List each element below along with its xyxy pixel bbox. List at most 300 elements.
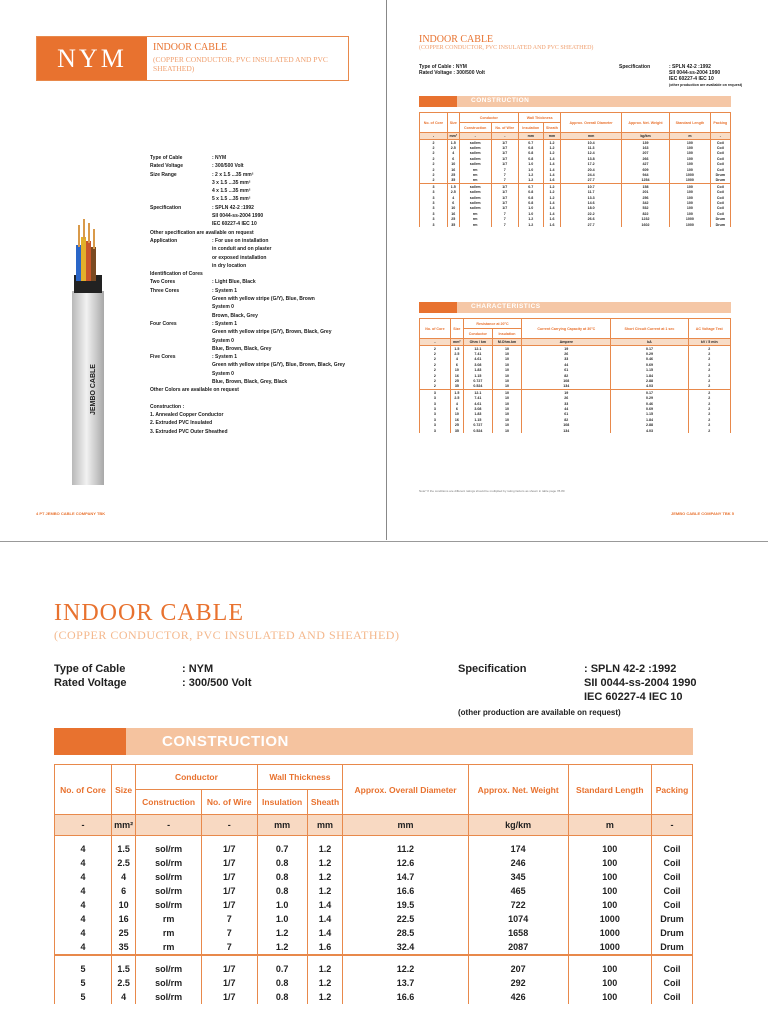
zoom-subtitle: (COPPER CONDUCTOR, PVC INSULATED AND SHEATHED) bbox=[54, 628, 400, 642]
spec-key: Other Colors are available on request bbox=[150, 387, 239, 394]
table-cell: sol/rm bbox=[459, 156, 491, 161]
table-cell: rm bbox=[459, 178, 491, 184]
table-cell: Coil bbox=[710, 211, 730, 216]
table-cell: 139 bbox=[621, 140, 669, 146]
table-cell: 18.0 bbox=[561, 206, 621, 211]
spec-value: : For use on installation bbox=[212, 237, 269, 244]
right-spec-label: Specification bbox=[619, 64, 651, 70]
header-cell: Size bbox=[447, 113, 459, 133]
table-cell: Coil bbox=[710, 140, 730, 146]
table-cell: 44 bbox=[522, 362, 611, 367]
unit-cell: kA bbox=[611, 339, 688, 346]
header-cell: Wall Thickness bbox=[257, 765, 343, 790]
table-cell: 1.4 bbox=[543, 200, 561, 205]
table-cell: 1.6 bbox=[307, 940, 343, 955]
bar-accent bbox=[419, 302, 457, 313]
table-cell: 4 bbox=[447, 195, 459, 200]
table-cell: 10 bbox=[492, 378, 521, 383]
unit-cell: Ampere bbox=[522, 339, 611, 346]
table-cell: 4 bbox=[55, 884, 112, 898]
table-cell: 1000 bbox=[670, 216, 710, 221]
unit-cell: - bbox=[459, 133, 491, 140]
table-cell: 32.4 bbox=[343, 940, 468, 955]
spec-key: Other specification are available on request bbox=[150, 229, 254, 236]
table-cell: 33 bbox=[522, 401, 611, 406]
spec-row bbox=[150, 295, 380, 303]
table-cell: 82 bbox=[522, 373, 611, 378]
table-cell: 4 bbox=[55, 940, 112, 955]
table-cell: 10 bbox=[450, 368, 463, 373]
table-cell: Coil bbox=[710, 167, 730, 172]
zoom-spec-label: Specification bbox=[458, 663, 527, 675]
header-cell: Sheath bbox=[307, 790, 343, 815]
table-cell: 3 bbox=[420, 412, 451, 417]
table-cell: Coil bbox=[652, 884, 693, 898]
spec-key bbox=[150, 395, 212, 403]
table-cell: 3 bbox=[420, 211, 448, 216]
unit-cell: m bbox=[670, 133, 710, 140]
spec-key bbox=[150, 179, 212, 187]
table-cell: 10 bbox=[492, 362, 521, 367]
table-cell: 207 bbox=[621, 151, 669, 156]
table-cell: 2 bbox=[688, 396, 730, 401]
spec-row bbox=[150, 237, 380, 245]
table-cell: 2 bbox=[420, 384, 451, 390]
spec-value-3: IEC 60227-4 IEC 10 bbox=[584, 691, 683, 703]
table-cell: Coil bbox=[710, 200, 730, 205]
table-cell: 16.6 bbox=[343, 990, 468, 1004]
unit-cell: mm bbox=[257, 815, 307, 836]
table-cell: 2 bbox=[688, 390, 730, 396]
spec-value: System 0 bbox=[212, 304, 234, 311]
header-cell: Insulation bbox=[492, 329, 521, 339]
header-cell: Conductor bbox=[136, 765, 257, 790]
table-cell: 22.5 bbox=[343, 912, 468, 926]
table-cell: 2087 bbox=[468, 940, 568, 955]
table-cell: 174 bbox=[468, 836, 568, 857]
spec-key bbox=[150, 337, 212, 345]
table-cell: 61 bbox=[522, 368, 611, 373]
spec-value bbox=[212, 403, 380, 411]
table-cell: 10 bbox=[492, 368, 521, 373]
table-cell: 1.4 bbox=[543, 162, 561, 167]
left-page bbox=[0, 0, 387, 540]
header-cell: No. of Core bbox=[55, 765, 112, 815]
spec-value: 4 x 1.5 ...35 mm² bbox=[212, 188, 251, 195]
table-cell: 2 bbox=[420, 378, 451, 383]
table-cell: 3 bbox=[420, 190, 448, 195]
table-cell: Coil bbox=[652, 836, 693, 857]
table-cell: Drum bbox=[710, 216, 730, 221]
left-footer: 4 PT JEMBO CABLE COMPANY TBK bbox=[36, 511, 106, 516]
header-cell: Resistance at 20°C bbox=[463, 319, 521, 329]
header-cell: Short Circuit Current at 1 sec bbox=[611, 319, 688, 339]
table-cell: sol/rm bbox=[136, 884, 202, 898]
table-cell: 134 bbox=[522, 428, 611, 433]
table-cell: rm bbox=[459, 167, 491, 172]
table-cell: 1.2 bbox=[543, 195, 561, 200]
table-cell: 4.61 bbox=[463, 401, 492, 406]
table-cell: 1.2 bbox=[307, 870, 343, 884]
spec-value-1: : SPLN 42-2 :1992 bbox=[584, 663, 677, 675]
spec-row bbox=[150, 411, 380, 419]
table-cell: 13.3 bbox=[561, 195, 621, 200]
spec-line-1: : SPLN 42-2 :1992 bbox=[669, 64, 711, 70]
table-cell: 2.5 bbox=[111, 976, 135, 990]
table-cell: 2 bbox=[688, 401, 730, 406]
table-cell: 2 bbox=[688, 368, 730, 373]
table-cell: 342 bbox=[621, 200, 669, 205]
table-cell: 11.3 bbox=[561, 145, 621, 150]
characteristics-table bbox=[419, 318, 731, 433]
product-badge: NYM bbox=[37, 37, 147, 80]
table-cell: 1/7 bbox=[491, 156, 518, 161]
table-cell: 35 bbox=[447, 178, 459, 184]
table-cell: 10 bbox=[492, 417, 521, 422]
table-cell: 2 bbox=[420, 357, 451, 362]
spec-value: : System 1 bbox=[212, 354, 238, 361]
spec-row bbox=[150, 303, 380, 311]
table-cell: 10 bbox=[492, 401, 521, 406]
table-cell: 35 bbox=[111, 940, 135, 955]
table-cell: 163 bbox=[621, 145, 669, 150]
spec-row bbox=[150, 419, 380, 427]
product-header bbox=[36, 36, 349, 81]
spec-value: or exposed installation bbox=[212, 254, 267, 261]
table-cell: 1.15 bbox=[611, 412, 688, 417]
table-cell: 1.15 bbox=[611, 368, 688, 373]
right-subtitle: (COPPER CONDUCTOR, PVC INSULATED AND PVC SHEATHED) bbox=[419, 45, 594, 51]
table-cell: 12.1 bbox=[463, 346, 492, 352]
spec-value: : System 1 bbox=[212, 287, 238, 294]
table-cell: 6 bbox=[450, 362, 463, 367]
spec-key: Four Cores bbox=[150, 320, 177, 327]
table-cell: 100 bbox=[670, 145, 710, 150]
table-cell: 4 bbox=[55, 912, 112, 926]
table-cell: 3 bbox=[420, 417, 451, 422]
voltage-line: Rated Voltage : 300/500 Volt bbox=[419, 70, 485, 76]
table-cell: 1.2 bbox=[307, 976, 343, 990]
header-cell: Standard Length bbox=[670, 113, 710, 133]
table-cell: 2 bbox=[420, 172, 448, 177]
table-cell: 2 bbox=[420, 145, 448, 150]
table-cell: rm bbox=[459, 216, 491, 221]
table-cell: 0.7 bbox=[518, 184, 543, 190]
spec-value: System 0 bbox=[212, 370, 234, 377]
table-cell: 0.17 bbox=[611, 390, 688, 396]
table-cell: 1.4 bbox=[307, 912, 343, 926]
table-cell: 2 bbox=[420, 178, 448, 184]
table-cell: 1/7 bbox=[201, 955, 257, 976]
spec-key: 1. Annealed Copper Conductor bbox=[150, 411, 224, 418]
table-cell: 1.5 bbox=[447, 184, 459, 190]
spec-line-note: (other production are available on request) bbox=[669, 83, 743, 87]
table-cell: 1/7 bbox=[201, 856, 257, 870]
table-cell: 0.8 bbox=[518, 145, 543, 150]
table-cell: 4 bbox=[111, 870, 135, 884]
table-cell: 35 bbox=[447, 222, 459, 227]
spec-line-2: SII 0044-ss-2004 1990 bbox=[669, 70, 721, 76]
product-title: INDOOR CABLE bbox=[153, 42, 228, 53]
table-cell: 1.4 bbox=[543, 211, 561, 216]
spec-key bbox=[150, 254, 212, 262]
voltage-label: Rated Voltage bbox=[54, 677, 127, 689]
header-cell: Insulation bbox=[518, 123, 543, 133]
table-cell: 1074 bbox=[468, 912, 568, 926]
table-cell: 17.2 bbox=[561, 162, 621, 167]
table-cell: 1000 bbox=[568, 926, 651, 940]
spec-key: Three Cores bbox=[150, 287, 180, 294]
table-cell: 19.5 bbox=[343, 898, 468, 912]
table-cell: 100 bbox=[670, 140, 710, 146]
right-meta-right bbox=[669, 64, 742, 88]
table-cell: 26 bbox=[522, 396, 611, 401]
header-cell: Conductor bbox=[459, 113, 518, 123]
unit-cell: - bbox=[420, 133, 448, 140]
table-cell: 1.0 bbox=[257, 912, 307, 926]
table-cell: Coil bbox=[710, 184, 730, 190]
spec-key: Application bbox=[150, 237, 178, 244]
table-cell: 0.8 bbox=[257, 884, 307, 898]
header-row bbox=[420, 113, 731, 123]
cable-illustration bbox=[64, 215, 110, 485]
table-cell: 3 bbox=[420, 222, 448, 227]
table-cell: 10 bbox=[492, 428, 521, 433]
spec-row bbox=[150, 204, 380, 212]
table-cell: 4 bbox=[55, 856, 112, 870]
voltage-value: : 300/500 Volt bbox=[182, 677, 252, 689]
table-cell: Drum bbox=[710, 172, 730, 177]
spec-key bbox=[150, 361, 212, 369]
table-cell: 7 bbox=[201, 912, 257, 926]
unit-cell: - bbox=[201, 815, 257, 836]
table-cell: 246 bbox=[468, 856, 568, 870]
spec-row bbox=[150, 278, 380, 286]
table-cell: 100 bbox=[568, 898, 651, 912]
unit-cell: mm bbox=[518, 133, 543, 140]
table-row bbox=[55, 990, 693, 1004]
zoom-spec-note: (other production are available on request) bbox=[458, 708, 621, 717]
table-cell: 345 bbox=[468, 870, 568, 884]
table-cell: 2 bbox=[688, 417, 730, 422]
zoom-spec-values bbox=[584, 662, 697, 704]
table-cell: 10 bbox=[447, 162, 459, 167]
right-footer: JEMBO CABLE COMPANY TBK 5 bbox=[671, 511, 734, 516]
spec-row bbox=[150, 254, 380, 262]
table-cell: Coil bbox=[652, 955, 693, 976]
spec-value: IEC 60227-4 IEC 10 bbox=[212, 221, 257, 228]
table-cell: 100 bbox=[568, 870, 651, 884]
table-cell: 2 bbox=[688, 351, 730, 356]
table-cell: 427 bbox=[621, 162, 669, 167]
table-cell: 0.7 bbox=[257, 836, 307, 857]
table-cell: 16.6 bbox=[343, 884, 468, 898]
table-cell: 1/7 bbox=[491, 206, 518, 211]
spec-key: Type of Cable bbox=[150, 155, 183, 161]
table-cell: 11.2 bbox=[343, 836, 468, 857]
header-cell: Approx. Overall Diameter bbox=[343, 765, 468, 815]
table-cell: 16 bbox=[111, 912, 135, 926]
table-cell: 4.61 bbox=[463, 357, 492, 362]
table-cell: 10 bbox=[492, 422, 521, 427]
table-cell: 4 bbox=[450, 401, 463, 406]
table-cell: 7 bbox=[491, 216, 518, 221]
characteristics-bar bbox=[419, 302, 731, 313]
table-cell: 3 bbox=[420, 406, 451, 411]
unit-cell: mm² bbox=[447, 133, 459, 140]
spec-row bbox=[150, 195, 380, 203]
header-cell: Standard Length bbox=[568, 765, 651, 815]
bar-accent bbox=[419, 96, 457, 107]
spec-key: 2. Extruded PVC Insulated bbox=[150, 420, 213, 427]
table-cell: 1658 bbox=[468, 926, 568, 940]
table-cell: 7 bbox=[491, 211, 518, 216]
zoom-title: INDOOR CABLE bbox=[54, 600, 244, 626]
spec-row bbox=[150, 395, 380, 403]
table-cell: 100 bbox=[568, 955, 651, 976]
table-cell: 100 bbox=[670, 195, 710, 200]
table-row bbox=[55, 898, 693, 912]
spec-key bbox=[150, 345, 212, 353]
type-label: Type of Cable bbox=[54, 663, 126, 675]
table-cell: rm bbox=[136, 940, 202, 955]
table-cell: 27.7 bbox=[561, 178, 621, 184]
table-cell: Coil bbox=[710, 195, 730, 200]
table-cell: 6 bbox=[111, 884, 135, 898]
table-cell: 10 bbox=[492, 357, 521, 362]
table-cell: 207 bbox=[468, 955, 568, 976]
table-cell: 0.727 bbox=[463, 378, 492, 383]
table-cell: 3 bbox=[420, 200, 448, 205]
unit-cell: mm bbox=[343, 815, 468, 836]
table-cell: 3 bbox=[420, 390, 451, 396]
table-cell: 2 bbox=[688, 422, 730, 427]
table-cell: 1/7 bbox=[491, 190, 518, 195]
table-cell: 26.6 bbox=[561, 216, 621, 221]
table-cell: 1/7 bbox=[491, 162, 518, 167]
table-cell: rm bbox=[136, 926, 202, 940]
table-cell: 1.84 bbox=[611, 373, 688, 378]
spec-row bbox=[150, 403, 380, 411]
cable-print-text: JEMBO CABLE bbox=[90, 364, 97, 415]
table-cell: 19 bbox=[522, 346, 611, 352]
spec-row bbox=[150, 154, 380, 162]
table-cell: 2 bbox=[688, 373, 730, 378]
table-cell: 2 bbox=[420, 373, 451, 378]
table-cell: sol/rm bbox=[136, 990, 202, 1004]
table-cell: 108 bbox=[522, 378, 611, 383]
table-cell: 4.03 bbox=[611, 384, 688, 390]
table-cell: 465 bbox=[468, 884, 568, 898]
table-cell: 16 bbox=[450, 373, 463, 378]
table-cell: 1/7 bbox=[491, 140, 518, 146]
spec-value: : SPLN 42-2 :1992 bbox=[212, 204, 254, 211]
unit-row bbox=[420, 339, 731, 346]
table-cell: 1602 bbox=[621, 222, 669, 227]
unit-cell: - bbox=[420, 339, 451, 346]
table-cell: 25 bbox=[450, 378, 463, 383]
unit-cell: mm bbox=[307, 815, 343, 836]
table-cell: Coil bbox=[710, 206, 730, 211]
table-cell: 25 bbox=[111, 926, 135, 940]
table-cell: 1254 bbox=[621, 178, 669, 184]
table-cell: 2.5 bbox=[450, 396, 463, 401]
spec-row bbox=[150, 162, 380, 170]
table-row bbox=[55, 940, 693, 955]
table-row bbox=[55, 912, 693, 926]
table-cell: 100 bbox=[670, 190, 710, 195]
table-cell: 108 bbox=[522, 422, 611, 427]
table-cell: 4 bbox=[450, 357, 463, 362]
table-cell: 0.69 bbox=[611, 362, 688, 367]
table-cell: 2 bbox=[688, 362, 730, 367]
table-cell: 1.5 bbox=[111, 955, 135, 976]
table-cell: 1.4 bbox=[543, 167, 561, 172]
header-cell: Size bbox=[111, 765, 135, 815]
unit-cell: - bbox=[136, 815, 202, 836]
spec-row bbox=[150, 361, 380, 369]
table-cell: 61 bbox=[522, 412, 611, 417]
table-cell: 1000 bbox=[568, 912, 651, 926]
table-cell: 2 bbox=[688, 406, 730, 411]
header-cell: Conductor bbox=[463, 329, 492, 339]
spec-line-3: IEC 60227-4 IEC 10 bbox=[669, 76, 714, 82]
spec-row bbox=[150, 171, 380, 179]
table-cell: 1/7 bbox=[201, 870, 257, 884]
table-cell: 82 bbox=[522, 417, 611, 422]
table-cell: sol/rm bbox=[459, 190, 491, 195]
table-cell: 0.524 bbox=[463, 428, 492, 433]
table-cell: 2 bbox=[688, 384, 730, 390]
header-cell: Packing bbox=[652, 765, 693, 815]
table-cell: 1.5 bbox=[450, 346, 463, 352]
table-cell: 2.5 bbox=[447, 190, 459, 195]
table-cell: 5 bbox=[55, 955, 112, 976]
table-cell: 7 bbox=[491, 222, 518, 227]
spec-row bbox=[150, 353, 380, 361]
table-cell: 100 bbox=[568, 884, 651, 898]
table-cell: 2.5 bbox=[111, 856, 135, 870]
table-cell: 3 bbox=[420, 401, 451, 406]
spec-value: Blue, Brown, Black, Grey, Black bbox=[212, 379, 288, 386]
table-cell: 2 bbox=[688, 357, 730, 362]
table-cell: Coil bbox=[652, 856, 693, 870]
spec-value bbox=[212, 395, 380, 403]
table-cell: 44 bbox=[522, 406, 611, 411]
spec-row bbox=[150, 345, 380, 353]
zoomed-detail bbox=[0, 548, 768, 1024]
spec-row bbox=[150, 245, 380, 253]
table-cell: 1.2 bbox=[543, 145, 561, 150]
spec-value: : Light Blue, Black bbox=[212, 279, 256, 286]
table-cell: 1/7 bbox=[491, 184, 518, 190]
header-cell: No. of Core bbox=[420, 319, 451, 339]
table-cell: 100 bbox=[670, 151, 710, 156]
table-cell: 100 bbox=[568, 836, 651, 857]
unit-cell: kg/km bbox=[468, 815, 568, 836]
table-cell: 7.41 bbox=[463, 351, 492, 356]
table-cell: 2.88 bbox=[611, 422, 688, 427]
table-cell: 1.2 bbox=[518, 222, 543, 227]
table-cell: 10.7 bbox=[561, 184, 621, 190]
spec-value: : 2 x 1.5 ...35 mm² bbox=[212, 171, 254, 178]
spec-key: Construction : bbox=[150, 403, 185, 410]
table-cell: 16 bbox=[447, 211, 459, 216]
table-cell: 19 bbox=[522, 390, 611, 396]
table-cell: 0.727 bbox=[463, 422, 492, 427]
header-cell: Current Carrying Capacity at 30°C bbox=[522, 319, 611, 339]
footnote: Note* If the conditions are different ratings should be multiplied by rating factors as shown in table page 78-80 bbox=[419, 489, 565, 493]
